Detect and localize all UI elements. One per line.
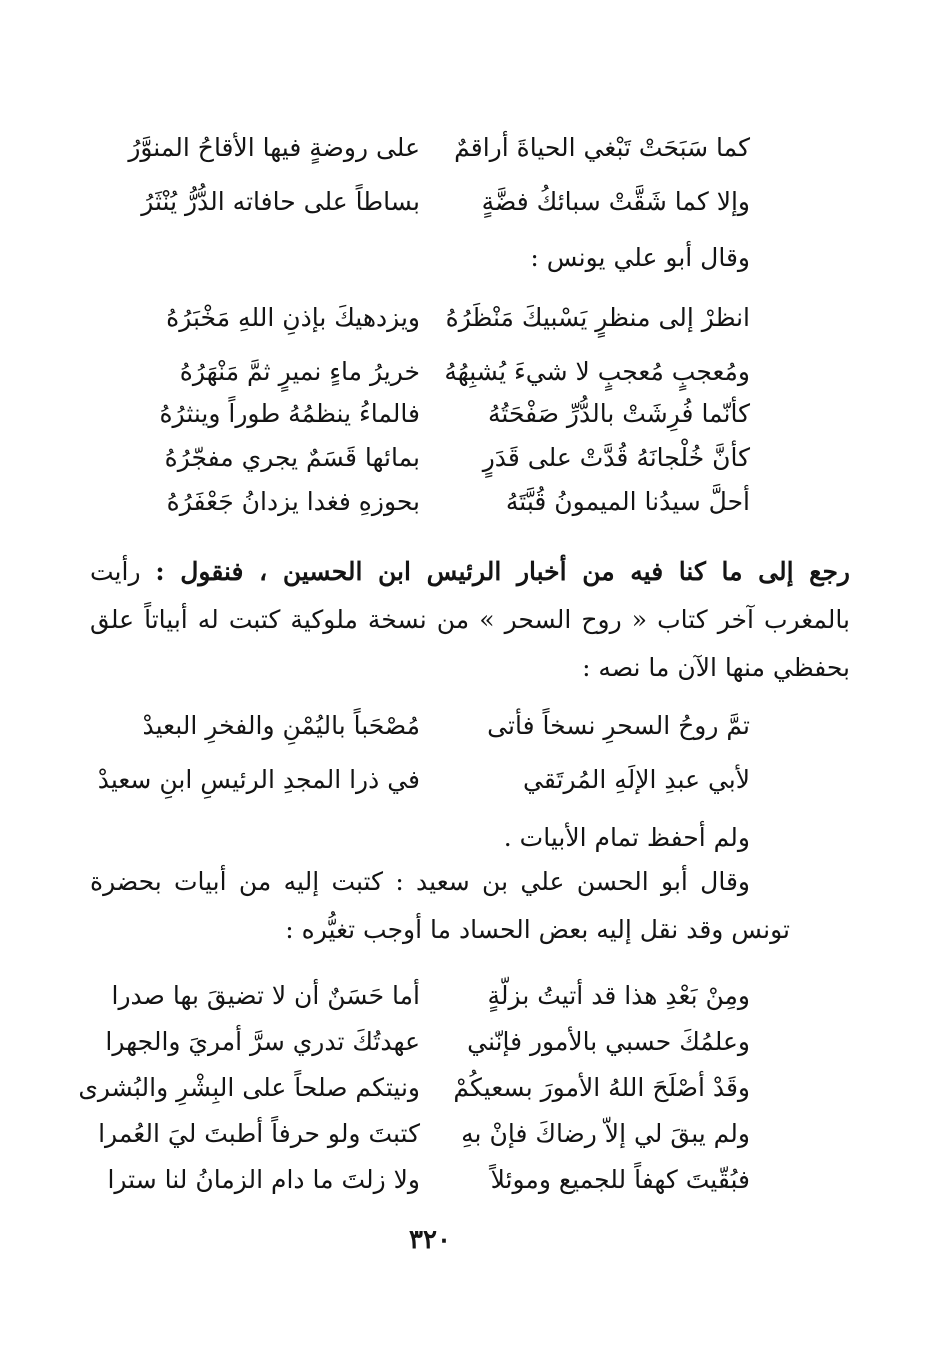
- hemistich-second: كتبتَ ولو حرفاً أطبتَ ليَ العُمرا: [98, 1119, 420, 1148]
- poem-3: [97, 706, 750, 814]
- verse-line: [120, 182, 750, 236]
- hemistich-second: أما حَسَنٌ أن لا تضيقَ بها صدرا: [111, 981, 420, 1010]
- hemistich-second: في ذرا المجدِ الرئيسِ ابنِ سعيدْ: [97, 765, 420, 794]
- hemistich-second: ونيتكم صلحاً على البِشْرِ والبُشرى: [78, 1073, 420, 1102]
- verse-line: [120, 298, 750, 352]
- hemistich-second: عهدتُكَ تدري سرَّ أمريَ والجهرا: [105, 1027, 420, 1056]
- verse-line: [120, 394, 750, 438]
- note-incomplete-verses: ولم أحفظ تمام الأبيات .: [503, 823, 750, 852]
- hemistich-first: ومُعجبٍ مُعجبٍ لا شيءَ يُشبِهُهُ: [444, 357, 750, 386]
- paragraph-bold-lead: رجع إلى ما كنا فيه من أخبار الرئيس ابن الحسين ، فنقول :: [155, 557, 850, 586]
- verse-line: [97, 760, 750, 814]
- hemistich-first: تمَّ روحُ السحرِ نسخاً فأتى: [487, 711, 750, 740]
- poem-2-intro: وقال أبو علي يونس :: [530, 243, 750, 272]
- hemistich-first: ومِنْ بَعْدِ هذا قد أتيتُ بزلّةٍ: [487, 981, 750, 1010]
- poem-4: [78, 976, 750, 1206]
- hemistich-first: وقَدْ أصْلَحَ اللهُ الأمورَ بسعيكُمْ: [453, 1073, 750, 1102]
- hemistich-first: كأنَّ خُلْجانَهُ قُدَّتْ على قَدَرٍ: [482, 443, 750, 472]
- hemistich-first: ولم يبقَ لي إلاّ رضاكَ فإنْ بهِ: [461, 1119, 750, 1148]
- verse-line: [98, 1114, 750, 1160]
- prose-paragraph-2: وقال أبو الحسن علي بن سعيد : كتبت إليه من أبيات بحضرة تونس وقد نقل إليه بعض الحساد ما أوجب تغيُّره :: [90, 867, 790, 944]
- hemistich-second: مُصْحَباً باليُمْنِ والفخرِ البعيدْ: [142, 711, 420, 740]
- hemistich-second: ولا زلتَ ما دام الزمانُ لنا سترا: [107, 1165, 420, 1194]
- verse-line: [107, 1160, 750, 1206]
- poem-2: [120, 298, 750, 526]
- hemistich-second: فالماءُ ينظمُهُ طوراً وينثرُهُ: [159, 399, 420, 428]
- hemistich-first: انظرْ إلى منظرٍ يَسْبيكَ مَنْظَرُهُ: [445, 303, 750, 332]
- verse-line: [120, 438, 750, 482]
- verse-line: [120, 706, 750, 760]
- verse-line: [78, 1068, 750, 1114]
- verse-line: [120, 482, 750, 526]
- verse-line: [120, 128, 750, 182]
- hemistich-first: وإلا كما شَقَّتْ سبائكُ فضَّةٍ: [481, 187, 750, 216]
- verse-line: [120, 352, 750, 394]
- hemistich-first: وعلمُكَ حسبي بالأمور فإنّني: [467, 1027, 750, 1056]
- hemistich-second: بمائها قَسَمٌ يجري مفجّرُهُ: [164, 443, 420, 472]
- hemistich-second: بساطاً على حافاته الدُّرُّ يُنْثَرُ: [141, 187, 420, 216]
- hemistich-second: ويزدهيكَ بإذنِ اللهِ مَخْبَرُهُ: [166, 303, 420, 332]
- page-number: ٣٢٠: [409, 1225, 451, 1255]
- paragraph-text: رأيت بالمغرب آخر كتاب « روح السحر » من نسخة ملوكية كتبت له أبياتاً علق بحفظي منها الآن ما نصه :: [90, 557, 850, 682]
- poem-1: [120, 128, 750, 236]
- prose-paragraph-1: [90, 548, 850, 692]
- hemistich-second: بحوزهِ فغدا يزدانُ جَعْفَرُهُ: [166, 487, 420, 516]
- hemistich-first: كأنّما فُرِشَتْ بالدُّرِّ صَفْحَتُهُ: [488, 399, 750, 428]
- hemistich-first: كما سَبَحَتْ تَبْغي الحياةَ أراقمٌ: [454, 133, 750, 162]
- hemistich-first: فبُقّيتَ كهفاً للجميع وموئلاً: [490, 1165, 750, 1194]
- verse-line: [111, 976, 750, 1022]
- hemistich-first: لأبي عبدِ الإلَهِ المُرتَقي: [523, 765, 750, 794]
- verse-line: [105, 1022, 750, 1068]
- hemistich-second: خريرُ ماءٍ نميرٍ ثمَّ مَنْهَرُهُ: [179, 357, 420, 386]
- hemistich-second: على روضةٍ فيها الأقاحُ المنوَّرُ: [128, 133, 420, 162]
- hemistich-first: أحلَّ سيدُنا الميمونُ قُبَّتَهُ: [505, 487, 750, 516]
